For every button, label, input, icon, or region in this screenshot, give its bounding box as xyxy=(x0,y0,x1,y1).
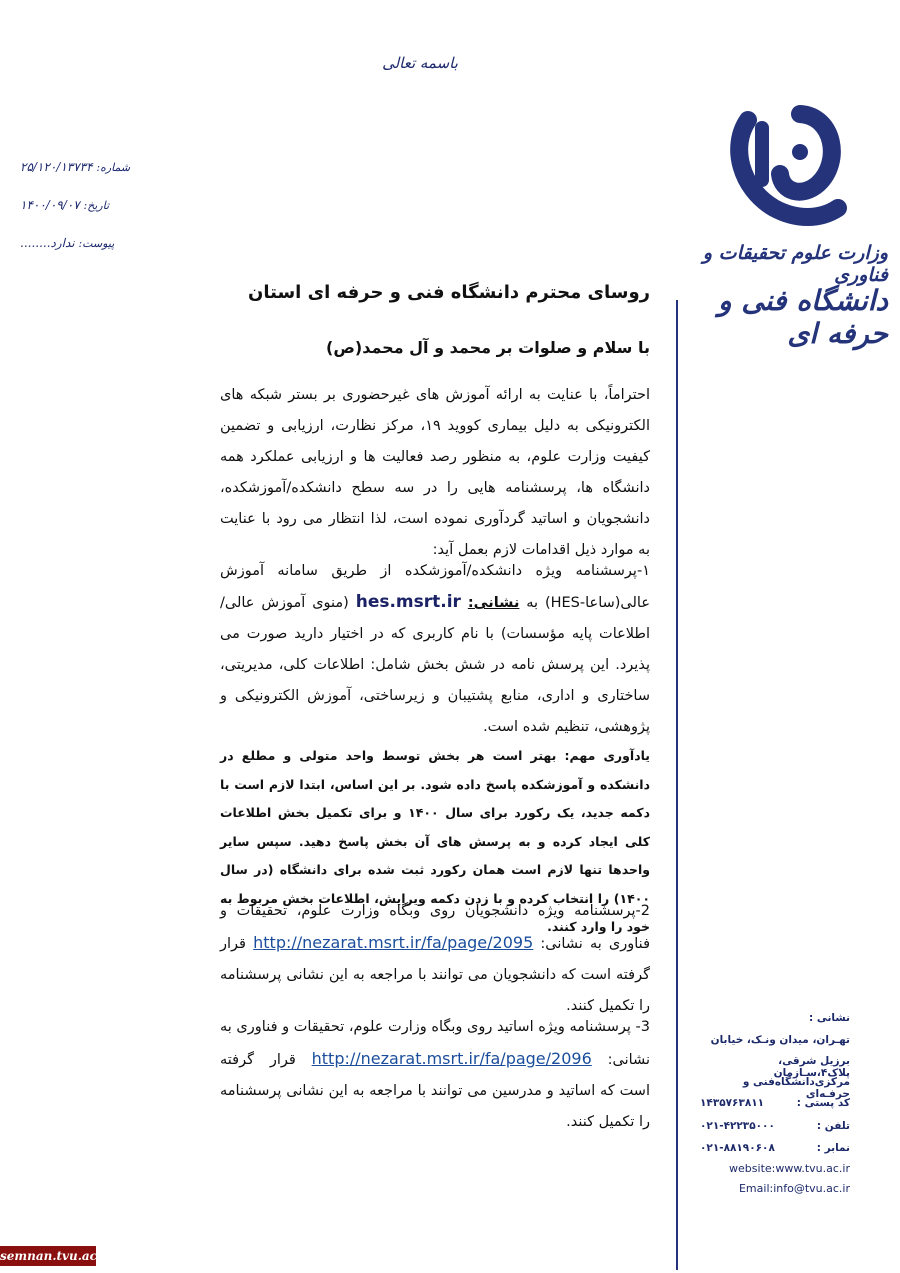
postal-code xyxy=(700,1097,850,1109)
university-logo-icon xyxy=(722,92,852,232)
letter-number-label: شماره: xyxy=(96,161,131,174)
letter-date-label: تاریخ: xyxy=(83,199,110,212)
item-2-text-b: قرار گرفته است که دانشجویان می توانند با مراجعه به این نشانی پرسشنامه را تکمیل کنند. xyxy=(220,936,650,1014)
intro-paragraph: احتراماً، با عنایت به ارائه آموزش های غیرحضوری بر بستر شبکه های الکترونیکی به دلیل بیماری کووید ۱۹، مرکز نظارت، ارزیابی و تضمین کیفیت وزارت علوم، به منظور رصد فعالیت ها و ارزیابی عملکرد همه دانشگاه ها، پرسشنامه هایی را در سه سطح دانشکده/آموزشکده، دانشجویان و اساتید گردآوری نموده است، لذا انتظار می رود با عنایت به موارد ذیل اقدامات لازم بعمل آید: xyxy=(220,387,651,558)
item-3-text-a: 3- پرسشنامه ویژه اساتید روی وبگاه وزارت علوم، تحقیقات و فناوری به نشانی: xyxy=(220,1019,651,1068)
fax-label: نمابر : xyxy=(816,1142,850,1154)
fax-number xyxy=(700,1142,850,1154)
letter-date xyxy=(20,198,160,212)
ministry-name: وزارت علوم تحقیقات و فناوری xyxy=(702,242,888,286)
address-line-3: مرکزی‌دانشگاه‌فنی و حرفـه‌ای xyxy=(742,1076,850,1100)
fax-value: ۰۲۱-۸۸۱۹۰۶۰۸ xyxy=(700,1142,775,1154)
important-note: یادآوری مهم: بهتر است هر بخش توسط واحد متولی و مطلع در دانشکده و آموزشکده پاسخ داده شود. بر این اساس، ابتدا لازم است با دکمه جدید، یک رکورد برای سال ۱۴۰۰ و برای تکمیل بخش اطلاعات کلی ایجاد کرده و به پرسش های آن بخش پاسخ دهید. سپس سایر واحدها تنها لازم است همان رکورد ثبت شده برای دانشگاه (در سال ۱۴۰۰) را انتخاب کرده و با زدن دکمه ویرایش، اطلاعات بخش مربوط به خود را وارد کنند. xyxy=(220,748,650,934)
item-1-text-a: ۱-پرسشنامه ویژه دانشکده/آموزشکده از طریق سامانه آموزش عالی(ساعا-HES) به xyxy=(220,563,650,611)
item-3-paragraph xyxy=(220,1012,650,1138)
margin-divider xyxy=(676,300,678,1270)
website-link[interactable]: website:www.tvu.ac.ir xyxy=(729,1162,850,1175)
address-line-1: تهـران، میدان ونـک، خیابان xyxy=(710,1034,850,1046)
letter-number-value: ۲۵/۱۲۰/۱۳۷۳۴ xyxy=(20,160,93,174)
item-2-paragraph xyxy=(220,896,650,1022)
letter-attachment-label: پیوست: xyxy=(78,237,115,250)
item-1-paragraph xyxy=(220,556,650,743)
item-2-text-a: 2-پرسشنامه ویژه دانشجویان روی وبگاه وزارت علوم، تحقیقات و فناوری به نشانی: xyxy=(220,903,650,952)
postal-code-label: کد پستی : xyxy=(796,1097,850,1109)
letter-date-value: ۱۴۰۰/۰۹/۰۷ xyxy=(20,198,80,212)
recipient-heading: روسای محترم دانشگاه فنی و حرفه ای استان xyxy=(248,282,650,303)
letter-attachment-value: ندارد........ xyxy=(20,236,75,250)
postal-code-value: ۱۴۳۵۷۶۳۸۱۱ xyxy=(700,1097,765,1109)
letter-attachment xyxy=(20,236,160,250)
item-3-text-b: قرار گرفته است که اساتید و مدرسین می توانند با مراجعه به این نشانی پرسشنامه را تکمیل کنند. xyxy=(220,1052,650,1130)
phone-number xyxy=(700,1120,850,1132)
item-1-address-label: نشانی: xyxy=(467,595,520,611)
phone-label: تلفن : xyxy=(816,1120,850,1132)
site-badge: semnan.tvu.ac.ir xyxy=(0,1246,96,1266)
hes-link[interactable]: hes.msrt.ir xyxy=(355,592,461,612)
address-line-2: برزیل شرقی، پلاک۴،سـازمان xyxy=(773,1055,850,1079)
professors-survey-link[interactable]: http://nezarat.msrt.ir/fa/page/2096 xyxy=(311,1049,592,1068)
students-survey-link[interactable]: http://nezarat.msrt.ir/fa/page/2095 xyxy=(253,933,534,952)
university-name: دانشگاه فنی و حرفه ای xyxy=(718,284,888,350)
greeting-line: با سلام و صلوات بر محمد و آل محمد(ص) xyxy=(326,338,650,357)
phone-value: ۰۲۱-۴۲۲۳۵۰۰۰ xyxy=(700,1120,775,1132)
letter-number xyxy=(20,160,160,174)
email-link[interactable]: Email:info@tvu.ac.ir xyxy=(738,1182,850,1195)
address-title: نشانی : xyxy=(809,1012,850,1024)
bismillah-text: باسمه تعالی xyxy=(382,54,458,72)
item-1-text-b: (منوی آموزش عالی/ اطلاعات پایه مؤسسات) با نام کاربری که در اختیار دارید صورت می پذیرد. این پرسش نامه در شش بخش شامل: اطلاعات کلی، مدیریتی، ساختاری و اداری، منابع پشتیبان و زیرساختی، آموزش الکترونیکی و پژوهشی، تنظیم شده است. xyxy=(220,595,650,735)
